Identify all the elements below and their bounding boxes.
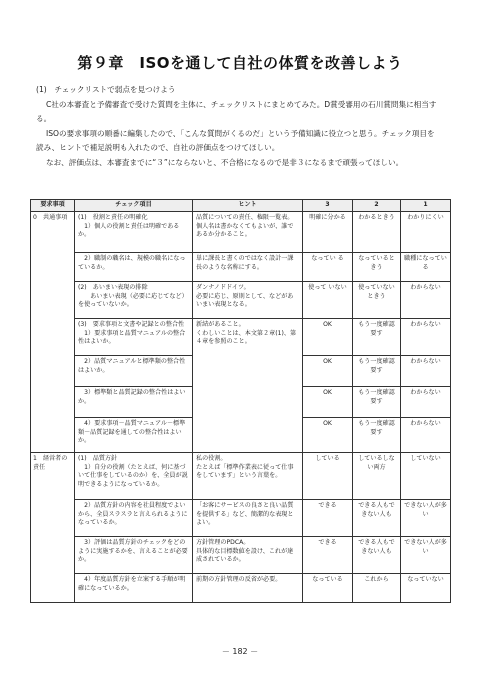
hint-cell: ダンナノドドイツ。 必要に応じ、原則として、などがあいまい表現となる。 [193,281,303,318]
chapter-title: 第９章 ISOを通して自社の体質を改善しよう [77,54,403,72]
header-score-1: 1 [401,200,451,212]
score-3-cell: できる [303,536,353,573]
header-hint: ヒント [193,200,303,212]
intro-paragraph: なお、評価点は、本審査までに“３”にならないと、不合格になるので是非３になるまで頑張ってほしい。 [46,157,404,167]
check-item-cell: 3）評価は品質方針のチェックをどのように実施するかを、言えることが必要か。 [75,536,193,573]
score-3-cell: なっている [303,573,353,602]
table-row [31,536,451,573]
score-2-cell: できる人もできない人も [353,536,401,573]
check-item-cell: 4）年度品質方針を立案する手順が明確になっているか。 [75,573,193,602]
score-2-cell: もう一度確認要す [353,417,401,452]
table-row [31,281,451,318]
hint-cell: 単に課長と書くのではなく設計一課長のような名称にする。 [193,252,303,281]
score-1-cell: わからない [401,281,451,318]
hint-cell: 方針管理のPDCA。 具体的な目標数値を設け、これが達成されているか。 [193,536,303,573]
score-1-cell: できない人が多い [401,499,451,536]
header-score-3: 3 [303,200,353,212]
table-row [31,252,451,281]
score-3-cell: OK [303,386,353,417]
score-2-cell: できる人もできない人も [353,499,401,536]
score-2-cell: しているしない両方 [353,452,401,499]
checklist-table-wrap [30,199,450,603]
check-item-cell: 2）職制の職名は、規模の職名になっているか。 [75,252,193,281]
score-2-cell: もう一度確認要す [353,386,401,417]
score-3-cell: している [303,452,353,499]
score-3-cell: OK [303,355,353,386]
intro-heading: (1) チェックリストで弱点を見つけよう [36,85,176,94]
score-2-cell: わかるときう [353,211,401,252]
check-item-cell: 3）標準類と品質記録の整合性はよいか。 [75,386,193,417]
score-1-cell: わからない [401,318,451,355]
check-item-cell: (1) 品質方針 1）自分の役割（たとえば、何に基づいて仕事をしているのか）を、全員が説明できるようになっているか。 [75,452,193,499]
hint-cell: 新結があること。 くわしいことは、本文第２章(1)、第４章を参照のこと。 [193,318,303,452]
check-item-cell: 4）要求事項－品質マニュアル－標準類－品質記録を通しての整合性はよいか。 [75,417,193,452]
hint-cell: 前期の方針管理の反省が必要。 [193,573,303,602]
intro-paragraph: C社の本審査と予備審査で受けた質問を主体に、チェックリストにまとめてみた。D賞受審用の石川賞問集に相当する。 [36,99,437,124]
score-1-cell: わからない [401,417,451,452]
checklist-table [30,199,451,603]
score-2-cell: もう一度確認要す [353,318,401,355]
table-header-row [31,200,451,212]
requirement-cell: 1 経営者の責任 [31,452,75,602]
score-1-cell: していない [401,452,451,499]
header-score-2: 2 [353,200,401,212]
score-3-cell: OK [303,318,353,355]
check-item-cell: (1) 役割と責任の明確化 1）個人の役割と責任は明確であるか。 [75,211,193,252]
score-2-cell: もう一度確認要す [353,355,401,386]
check-item-cell: (3) 要求事項と文書や記録との整合性 1）要求事項と品質マニュアルの整合性はよいか。 [75,318,193,355]
score-3-cell: 使って いない [303,281,353,318]
score-1-cell: なっていない [401,573,451,602]
check-item-cell: 2）品質マニュアルと標準類の整合性はよいか。 [75,355,193,386]
table-row [31,452,451,499]
hint-cell: 品質についての責任、権限一覧表。 個人名は書かなくてもよいが、誰であるか分かること。 [193,211,303,252]
hint-cell: 「お客にサービスの良さと良い品質を提供する」など、簡潔的な表現とよい。 [193,499,303,536]
table-row [31,499,451,536]
header-check-item: チェック項目 [75,200,193,212]
hint-cell: 私の役割。 たとえば「標準作業表に従って仕事をしています」という言葉を。 [193,452,303,499]
table-row [31,318,451,355]
score-1-cell: わからない [401,386,451,417]
score-1-cell: わかりにくい [401,211,451,252]
score-1-cell: わからない [401,355,451,386]
score-1-cell: できない人が多い [401,536,451,573]
intro-paragraph: ISOの要求事項の順番に編集したので、「こんな質問がくるのだ」という予備知識に役立つと思う。チェック項目を読み、ヒントで補足説明も入れたので、自社の評価点をつけてほしい。 [36,128,435,153]
score-2-cell: これから [353,573,401,602]
score-3-cell: 明確に分かる [303,211,353,252]
score-2-cell: なっているときう [353,252,401,281]
check-item-cell: (2) あいまい表現の排除 あいまい表現（必要に応じてなど）を使っていないか。 [75,281,193,318]
table-row [31,211,451,252]
score-1-cell: 職種になっている [401,252,451,281]
score-3-cell: できる [303,499,353,536]
score-3-cell: なってい る [303,252,353,281]
score-2-cell: 使っていないときう [353,281,401,318]
intro-section [36,83,440,171]
check-item-cell: 2）品質方針の内容を社員程度でよいから、全員スラスラと言えられるようになっているか。 [75,499,193,536]
table-row [31,573,451,602]
score-3-cell: OK [303,417,353,452]
page-number: － 182 － [221,647,259,656]
header-requirement: 要求事項 [31,200,75,212]
requirement-cell: 0 共通事項 [31,211,75,452]
